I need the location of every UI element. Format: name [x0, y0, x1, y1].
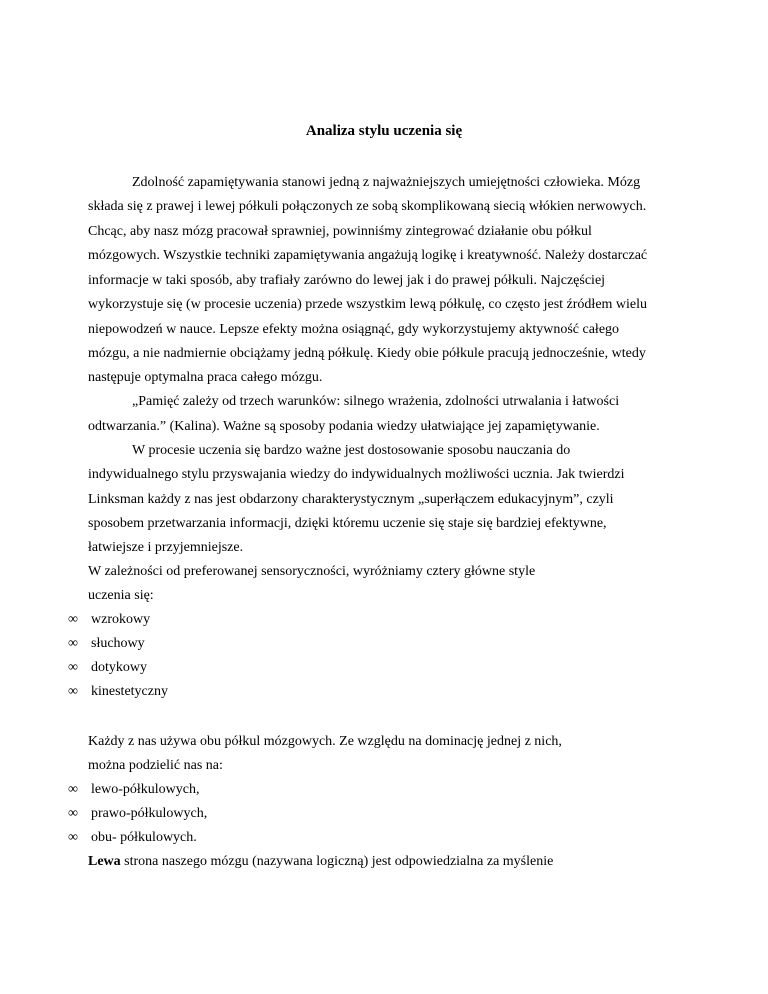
paragraph-line: mózgowych. Wszystkie techniki zapamiętywania angażują logikę i kreatywność. Należy dostarczać	[88, 248, 648, 263]
paragraph-line: indywidualnego stylu przyswajania wiedzy do indywidualnych możliwości ucznia. Jak twierdzi	[88, 467, 625, 482]
list-item: prawo-półkulowych,	[91, 806, 208, 821]
list-item: wzrokowy	[91, 612, 151, 627]
list-item: lewo-półkulowych,	[91, 782, 200, 797]
list-item: kinestetyczny	[91, 684, 168, 699]
paragraph-line: niepowodzeń w nauce. Lepsze efekty można osiągnąć, gdy wykorzystujemy aktywność całego	[88, 322, 620, 337]
paragraph-line: sposobem przetwarzania informacji, dzięki któremu uczenie się staje się bardziej efektywne,	[88, 516, 607, 531]
page-title: Analiza stylu uczenia się	[305, 123, 463, 139]
bold-word: Lewa	[88, 854, 121, 869]
paragraph-line: W zależności od preferowanej sensoryczności, wyróżniamy cztery główne style	[88, 564, 536, 579]
infinity-bullet-icon: ∞	[68, 636, 78, 651]
list-item: dotykowy	[91, 660, 147, 675]
paragraph-line: „Pamięć zależy od trzech warunków: silnego wrażenia, zdolności utrwalania i łatwości	[132, 394, 620, 409]
paragraph-line: uczenia się:	[88, 588, 154, 603]
paragraph-line: Każdy z nas używa obu półkul mózgowych. Ze względu na dominację jednej z nich,	[88, 734, 562, 749]
paragraph-line: następuje optymalna praca całego mózgu.	[88, 370, 323, 385]
infinity-bullet-icon: ∞	[68, 684, 78, 699]
infinity-bullet-icon: ∞	[68, 830, 78, 845]
paragraph-line: mózgu, a nie nadmiernie obciążamy jedną półkulę. Kiedy obie półkule pracują jednocześnie, wtedy	[88, 346, 646, 361]
paragraph-line: W procesie uczenia się bardzo ważne jest dostosowanie sposobu nauczania do	[132, 443, 571, 458]
list-item: obu- półkulowych.	[91, 830, 197, 845]
paragraph-line: można podzielić nas na:	[88, 758, 223, 773]
paragraph-line: odtwarzania.” (Kalina). Ważne są sposoby podania wiedzy ułatwiające jej zapamiętywanie.	[88, 419, 600, 434]
paragraph-line: Zdolność zapamiętywania stanowi jedną z najważniejszych umiejętności człowieka. Mózg	[132, 175, 641, 190]
paragraph-line: informacje w taki sposób, aby trafiały zarówno do lewej jak i do prawej półkuli. Najczęściej	[88, 273, 606, 288]
infinity-bullet-icon: ∞	[68, 782, 78, 797]
paragraph-line	[88, 853, 553, 871]
infinity-bullet-icon: ∞	[68, 612, 78, 627]
paragraph-line: wykorzystuje się (w procesie uczenia) przede wszystkim lewą półkulę, co często jest źródłem wielu	[88, 297, 648, 312]
paragraph-line: Chcąc, aby nasz mózg pracował sprawniej, powinniśmy zintegrować działanie obu półkul	[88, 224, 592, 239]
infinity-bullet-icon: ∞	[68, 660, 78, 675]
paragraph-line: łatwiejsze i przyjemniejsze.	[88, 540, 244, 555]
paragraph-line: składa się z prawej i lewej półkuli połączonych ze sobą skomplikowaną siecią włókien nerwowych.	[88, 199, 647, 214]
paragraph-text: strona naszego mózgu (nazywana logiczną) jest odpowiedzialna za myślenie	[120, 854, 554, 869]
list-item: słuchowy	[91, 636, 145, 651]
infinity-bullet-icon: ∞	[68, 806, 78, 821]
paragraph-line: Linksman każdy z nas jest obdarzony charakterystycznym „superłączem edukacyjnym”, czyli	[88, 492, 614, 507]
